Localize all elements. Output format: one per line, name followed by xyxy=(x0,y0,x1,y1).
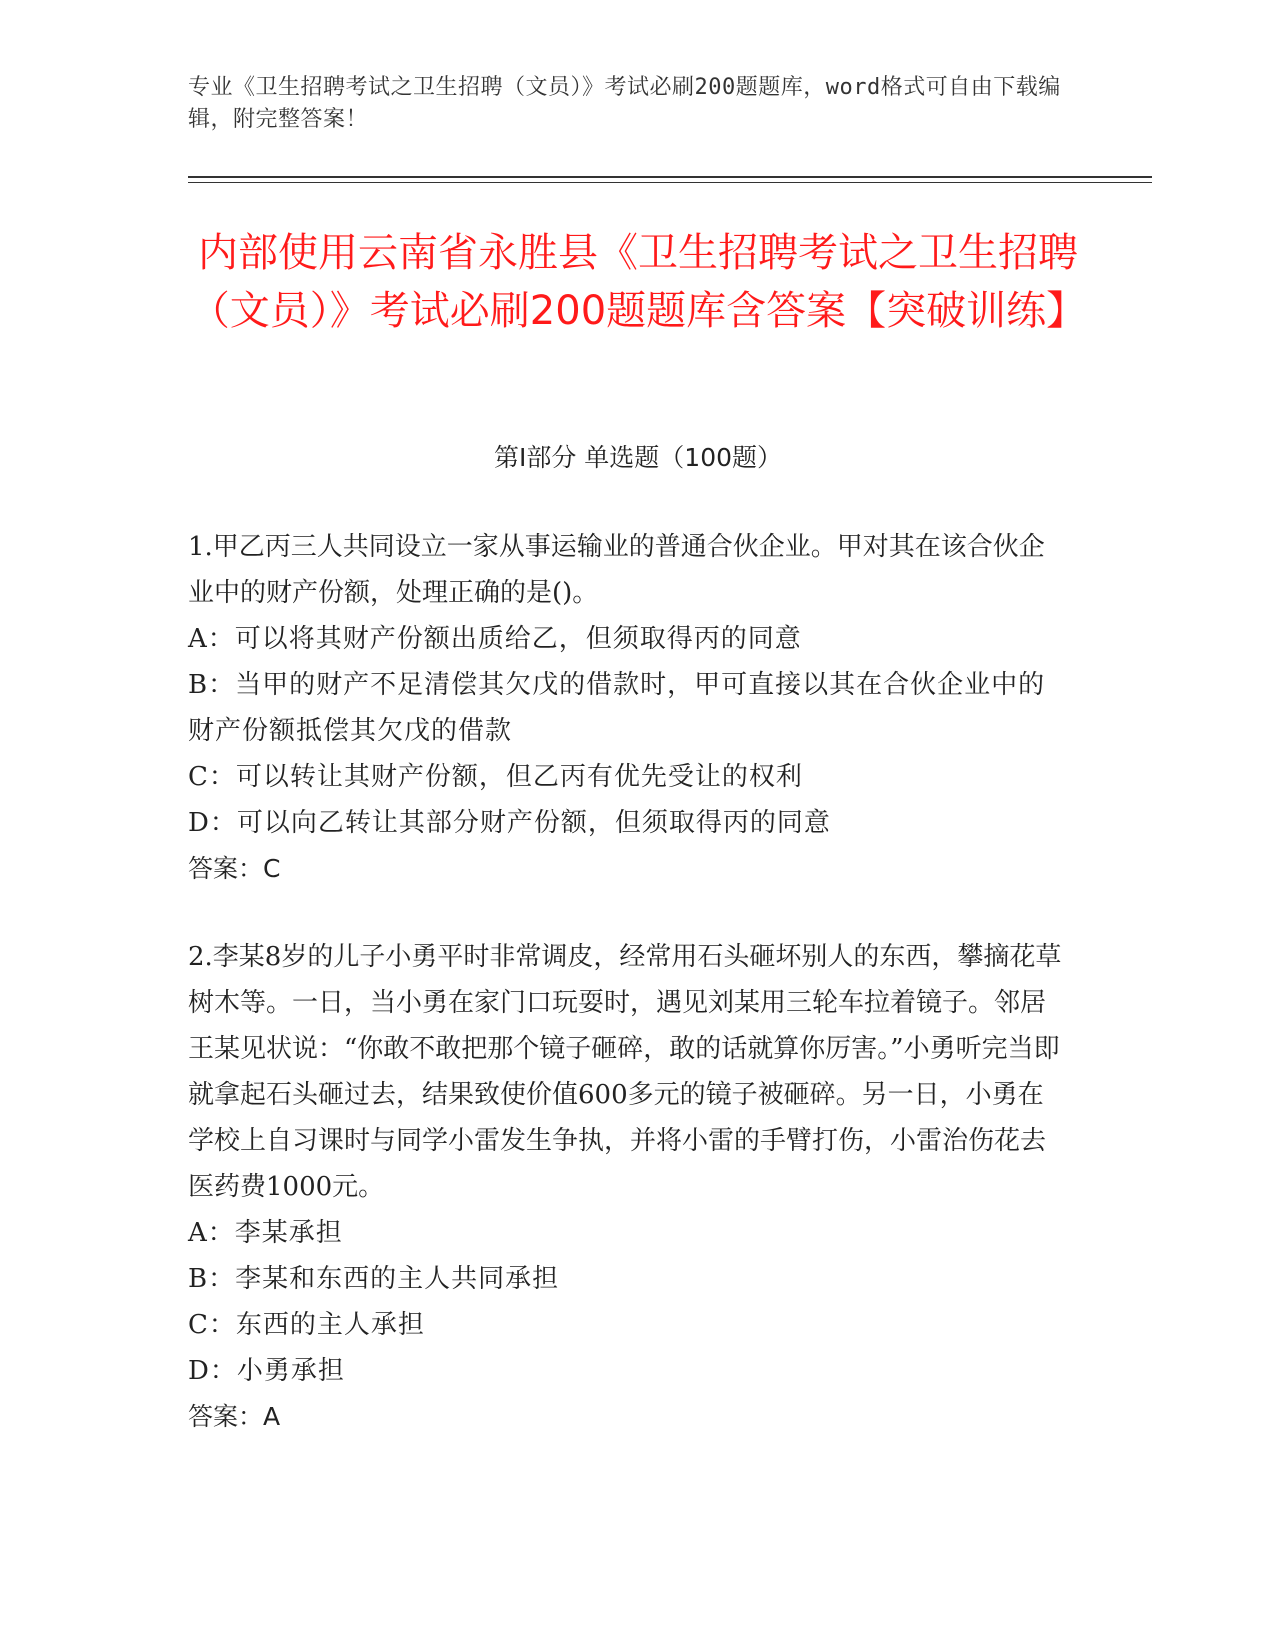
question-1 xyxy=(188,524,1068,892)
option-b: B：当甲的财产不足清偿其欠戊的借款时，甲可直接以其在合伙企业中的财产份额抵偿其欠戊的借款 xyxy=(188,670,1046,746)
answer: 答案：C xyxy=(188,854,281,883)
header-divider-thin xyxy=(188,182,1152,183)
answer: 答案：A xyxy=(188,1402,281,1431)
question-stem: 2.李某8岁的儿子小勇平时非常调皮，经常用石头砸坏别人的东西，攀摘花草树木等。一日，当小勇在家门口玩耍时，遇见刘某用三轮车拉着镜子。邻居王某见状说：“你敢不敢把那个镜子砸碎，敢的话就算你厉害。”小勇听完当即就拿起石头砸过去，结果致使价值600多元的镜子被砸碎。另一日，小勇在学校上自习课时与同学小雷发生争执，并将小雷的手臂打伤，小雷治伤花去医药费1000元。 xyxy=(188,942,1062,1202)
option-a: A：李某承担 xyxy=(188,1218,343,1248)
section-title: 第I部分 单选题（100题） xyxy=(493,443,783,472)
option-b: B：李某和东西的主人共同承担 xyxy=(188,1264,560,1294)
header-note: 专业《卫生招聘考试之卫生招聘（文员）》考试必刷200题题库，word格式可自由下载编辑，附完整答案！ xyxy=(188,75,1061,132)
option-c: C：东西的主人承担 xyxy=(188,1310,425,1340)
question-2 xyxy=(188,934,1068,1440)
option-a: A：可以将其财产份额出质给乙，但须取得丙的同意 xyxy=(188,624,802,654)
option-c: C：可以转让其财产份额，但乙丙有优先受让的权利 xyxy=(188,762,803,792)
question-stem: 1.甲乙丙三人共同设立一家从事运输业的普通合伙企业。甲对其在该合伙企业中的财产份额，处理正确的是()。 xyxy=(188,532,1045,608)
document-title: 内部使用云南省永胜县《卫生招聘考试之卫生招聘（文员）》考试必刷200题题库含答案【突破训练】 xyxy=(189,230,1087,334)
header-divider-thick xyxy=(188,176,1152,178)
option-d: D：可以向乙转让其部分财产份额，但须取得丙的同意 xyxy=(188,808,831,838)
option-d: D：小勇承担 xyxy=(188,1356,345,1386)
